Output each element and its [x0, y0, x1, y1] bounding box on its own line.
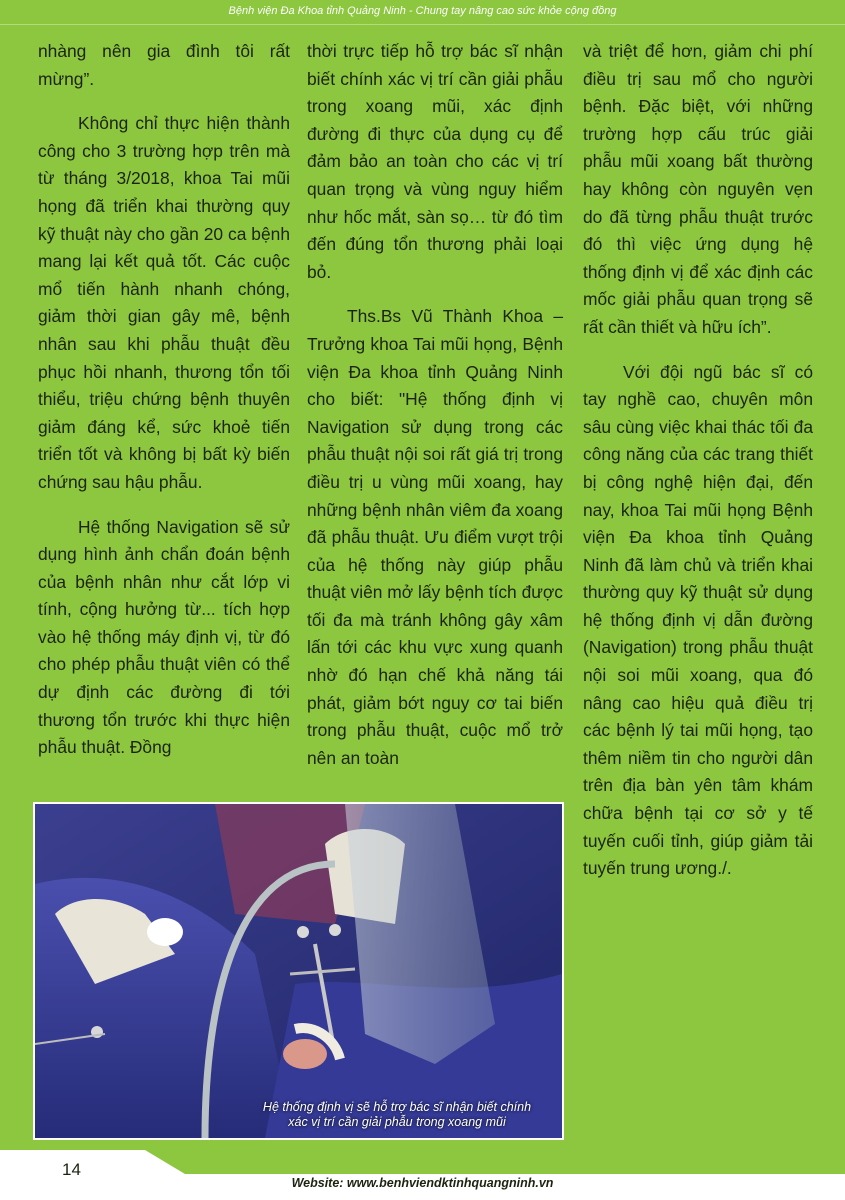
caption-line: xác vị trí cần giải phẫu trong xoang mũi: [288, 1115, 506, 1129]
paragraph: Hệ thống Navigation sẽ sử dụng hình ảnh chẩn đoán bệnh của bệnh nhân như cắt lớp vi tính, cộng hưởng từ... tích hợp vào hệ thống máy định vị, từ đó cho phép phẫu thuật viên có thể dự định các đường đi tới thương tổn trước khi thực hiện phẫu thuật. Đồng: [38, 516, 290, 758]
paragraph: Không chỉ thực hiện thành công cho 3 trường hợp trên mà từ tháng 3/2018, khoa Tai mũi họng đã triển khai thường quy kỹ thuật này cho gần 20 ca bệnh mang lại kết quả tốt. Các cuộc mổ tiến hành nhanh chóng, giảm thời gian gây mê, bệnh nhân sau khi phẫu thuật đều phục hồi nhanh, thương tổn tối thiểu, triệu chứng bệnh thuyên giảm đáng kể, sức khoẻ tiến triển tốt và không bị bất kỳ biến chứng sau hậu phẫu.: [38, 113, 290, 492]
surgery-photo: [33, 802, 564, 1140]
caption-line: Hệ thống định vị sẽ hỗ trợ bác sĩ nhận biết chính: [262, 1100, 532, 1114]
photo-caption: [242, 1100, 552, 1130]
paragraph: và triệt để hơn, giảm chi phí điều trị sau mổ cho người bệnh. Đặc biệt, với những trường hợp cấu trúc giải phẫu mũi xoang bất thường hay không còn nguyên vẹn do đã từng phẫu thuật trước đó thì việc ứng dụng hệ thống định vị để xác định các mốc giải phẫu quan trọng sẽ rất cần thiết và hữu ích”.: [583, 41, 813, 337]
paragraph: nhàng nên gia đình tôi rất mừng”.: [38, 41, 290, 89]
text-column-3: [583, 38, 813, 900]
paragraph: Với đội ngũ bác sĩ có tay nghề cao, chuyên môn sâu cùng việc khai thác tối đa công năng của các trang thiết bị công nghệ hiện đại, đến nay, khoa Tai mũi họng Bệnh viện Đa khoa tỉnh Quảng Ninh đã làm chủ và triển khai thường quy kỹ thuật sử dụng hệ thống định vị dẫn đường (Navigation) trong phẫu thuật nội soi mũi xoang, qua đó nâng cao hiệu quả điều trị các bệnh lý tai mũi họng, tạo thêm niềm tin cho người dân trên địa bàn yên tâm khám chữa bệnh tại cơ sở y tế tuyến cuối tỉnh, giúp giảm tải tuyến trung ương./.: [583, 361, 813, 879]
text-column-1: [38, 38, 290, 779]
surgery-illustration: [35, 804, 562, 1138]
paragraph: thời trực tiếp hỗ trợ bác sĩ nhận biết chính xác vị trí cần giải phẫu trong xoang mũi, xác định đường đi thực của dụng cụ để đảm bảo an toàn cho các vị trí quan trọng và vùng nguy hiểm như hốc mắt, sàn sọ… từ đó tìm đến đúng tổn thương phải loại bỏ.: [307, 41, 563, 282]
text-column-2: [307, 38, 563, 789]
footer-website: Website: www.benhviendktinhquangninh.vn: [291, 1176, 554, 1190]
paragraph: Ths.Bs Vũ Thành Khoa – Trưởng khoa Tai mũi họng, Bệnh viện Đa khoa tỉnh Quảng Ninh cho biết: "Hệ thống định vị Navigation sử dụng trong các phẫu thuật nội soi rất giá trị trong điều trị u vùng mũi xoang, hay những bệnh nhân viêm đa xoang đã phẫu thuật. Ưu điểm vượt trội của hệ thống này giúp phẫu thuật viên mở lấy bệnh tích được tối đa mà tránh không gây xâm lấn tới các khu vực xung quanh nhờ đó hạn chế khả năng tái phát, giảm bớt nguy cơ tai biến trong phẫu thuật, cuộc mổ trở nên an toàn: [307, 306, 563, 768]
page-header: Bệnh viện Đa Khoa tỉnh Quảng Ninh - Chung tay nâng cao sức khỏe cộng đồng: [0, 0, 845, 25]
footer-band: [0, 1150, 845, 1200]
page-number: 14: [62, 1160, 81, 1179]
